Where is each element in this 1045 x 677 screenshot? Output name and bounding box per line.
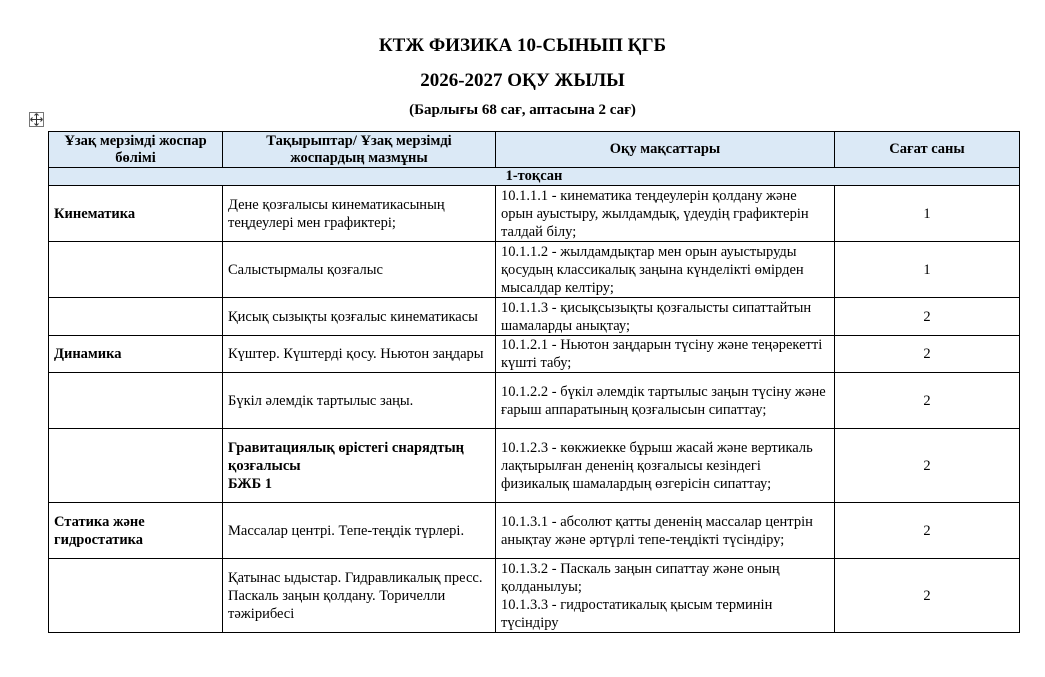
header-topic: Тақырыптар/ Ұзақ мерзімді жоспардың мазмұны: [223, 132, 496, 168]
goal-cell: 10.1.2.2 - бүкіл әлемдік тартылыс заңын түсіну және ғарыш аппаратының қозғалысын сипаттау;: [496, 373, 835, 429]
curriculum-table: [48, 131, 1020, 633]
table-row: [49, 336, 1020, 373]
hours-cell: 2: [835, 559, 1020, 633]
table-row: [49, 503, 1020, 559]
topic-cell: [223, 429, 496, 503]
topic-cell: Қисық сызықты қозғалыс кинематикасы: [223, 298, 496, 336]
hours-cell: 2: [835, 503, 1020, 559]
topic-cell: Күштер. Күштерді қосу. Ньютон заңдары: [223, 336, 496, 373]
section-cell: Динамика: [49, 336, 223, 373]
section-cell: Кинематика: [49, 186, 223, 242]
section-cell: [49, 559, 223, 633]
table-row: [49, 373, 1020, 429]
goal-cell: [496, 559, 835, 633]
section-cell: Статика және гидростатика: [49, 503, 223, 559]
table-row: [49, 242, 1020, 298]
hours-cell: 2: [835, 429, 1020, 503]
goal-cell: 10.1.1.1 - кинематика теңдеулерін қолдану және орын ауыстыру, жылдамдық, үдеудің графиктерін талдай білу;: [496, 186, 835, 242]
hours-cell: 1: [835, 242, 1020, 298]
topic-cell: Дене қозғалысы кинематикасының теңдеулері мен графиктері;: [223, 186, 496, 242]
hours-summary: (Барлығы 68 сағ, аптасына 2 сағ): [409, 102, 636, 118]
hours-cell: 1: [835, 186, 1020, 242]
section-cell: [49, 242, 223, 298]
hours-cell: 2: [835, 336, 1020, 373]
topic-cell: Қатынас ыдыстар. Гидравликалық пресс. Паскаль заңын қолдану. Торичелли тәжірибесі: [223, 559, 496, 633]
table-header-row: [49, 132, 1020, 168]
topic-cell: Массалар центрі. Тепе-теңдік түрлері.: [223, 503, 496, 559]
goal-cell: 10.1.2.1 - Ньютон заңдарын түсіну және теңәрекетті күшті табу;: [496, 336, 835, 373]
header-hours: Сағат саны: [835, 132, 1020, 168]
academic-year: 2026-2027 ОҚУ ЖЫЛЫ: [420, 70, 625, 91]
goal-cell: 10.1.3.1 - абсолют қатты дененің массалар центрін анықтау және әртүрлі тепе-теңдікті түсіндіру;: [496, 503, 835, 559]
header-goals: Оқу мақсаттары: [496, 132, 835, 168]
table-row: [49, 186, 1020, 242]
hours-cell: 2: [835, 298, 1020, 336]
section-cell: [49, 298, 223, 336]
document-title: КТЖ ФИЗИКА 10-СЫНЫП ҚГБ: [378, 35, 667, 56]
assessment-label: БЖБ 1: [228, 475, 273, 492]
goal-cell: 10.1.1.3 - қисықсызықты қозғалысты сипаттайтын шамаларды анықтау;: [496, 298, 835, 336]
goal-text: 10.1.3.3 - гидростатикалық қысым терминін түсіндіру: [501, 596, 773, 631]
table-row: [49, 429, 1020, 503]
table-row: [49, 298, 1020, 336]
goal-text: 10.1.3.2 - Паскаль заңын сипаттау және оның қолданылуы;: [501, 560, 780, 595]
quarter-row: [49, 168, 1020, 186]
header-section: Ұзақ мерзімді жоспар бөлімі: [49, 132, 223, 168]
goal-cell: 10.1.2.3 - көкжиекке бұрыш жасай және вертикаль лақтырылған дененің қозғалысы кезіндегі физикалық шамалардың өзгерісін сипаттау;: [496, 429, 835, 503]
table-move-handle-icon[interactable]: [29, 112, 44, 127]
section-cell: [49, 429, 223, 503]
goal-cell: 10.1.1.2 - жылдамдықтар мен орын ауыстыруды қосудың классикалық заңына күнделікті өмірден мысалдар келтіру;: [496, 242, 835, 298]
topic-cell: Салыстырмалы қозғалыс: [223, 242, 496, 298]
topic-text: Гравитациялық өрістегі снарядтың қозғалысы: [228, 439, 465, 474]
topic-cell: Бүкіл әлемдік тартылыс заңы.: [223, 373, 496, 429]
table-row: [49, 559, 1020, 633]
section-cell: [49, 373, 223, 429]
hours-cell: 2: [835, 373, 1020, 429]
quarter-label: 1-тоқсан: [49, 168, 1020, 186]
